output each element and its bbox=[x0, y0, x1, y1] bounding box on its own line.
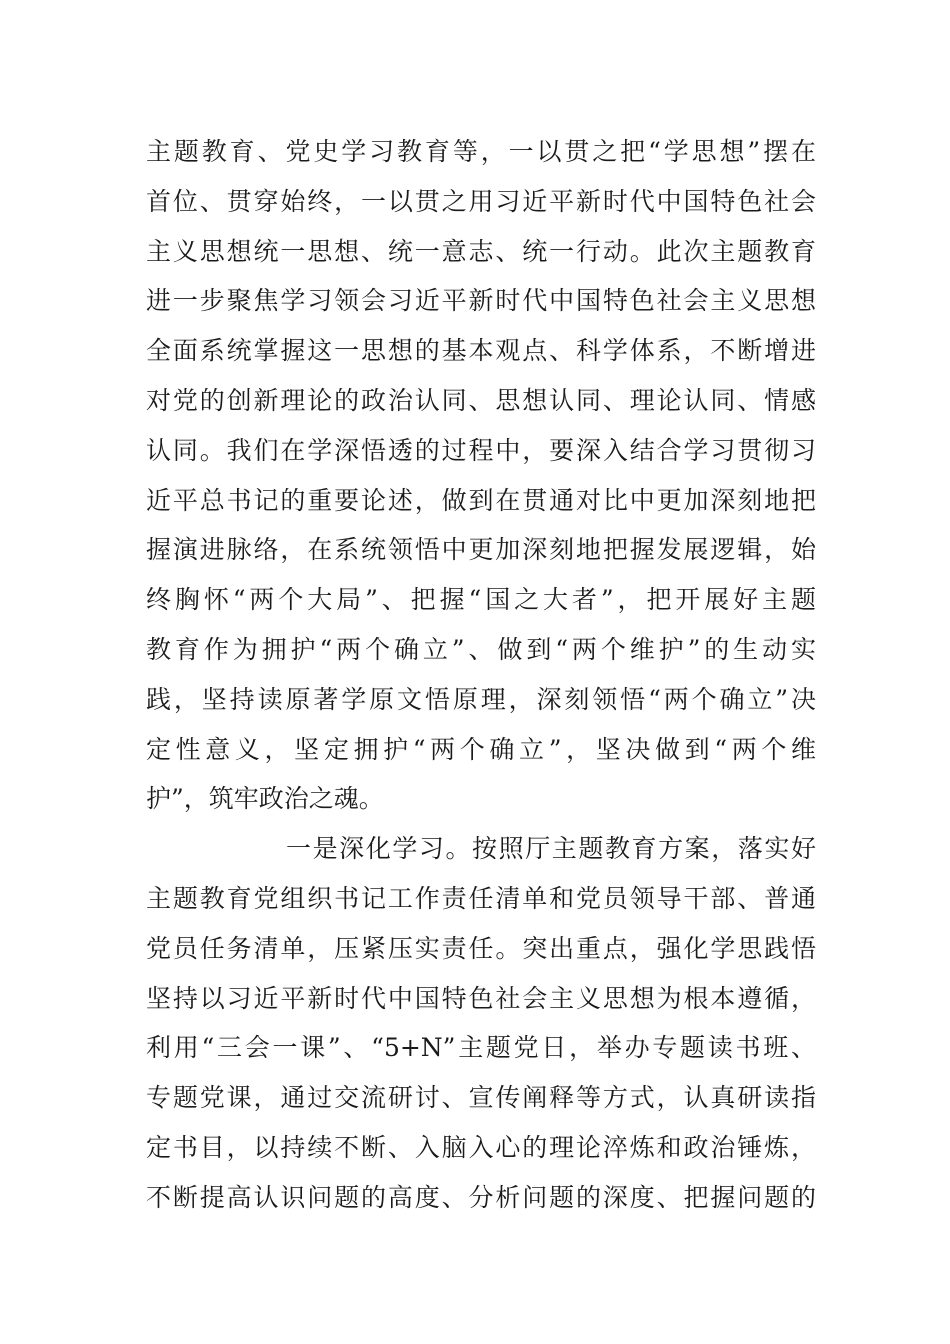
text-line: 主题教育、党史学习教育等，一以贯之把“学思想”摆在 bbox=[146, 137, 816, 166]
text-line: 定性意义，坚定拥护“两个确立”，坚决做到“两个维 bbox=[146, 734, 816, 764]
text-line: 利用“三会一课”、“5+N”主题党日，举办专题读书班、 bbox=[146, 1033, 816, 1063]
text-line: 主题教育党组织书记工作责任清单和党员领导干部、普通 bbox=[146, 883, 816, 913]
text-line: 握演进脉络，在系统领悟中更加深刻地把握发展逻辑，始 bbox=[146, 535, 816, 565]
paragraph-end-line: 护”，筑牢政治之魂。 bbox=[146, 784, 384, 814]
text-line: 进一步聚焦学习领会习近平新时代中国特色社会主义思想 bbox=[146, 286, 816, 316]
text-line: 近平总书记的重要论述，做到在贯通对比中更加深刻地把 bbox=[146, 485, 816, 515]
body-text bbox=[146, 127, 816, 1223]
text-line: 主义思想统一思想、统一意志、统一行动。此次主题教育 bbox=[146, 236, 816, 266]
text-line: 定书目，以持续不断、入脑入心的理论淬炼和政治锤炼， bbox=[146, 1132, 816, 1162]
text-line: 专题党课，通过交流研讨、宣传阐释等方式，认真研读指 bbox=[146, 1083, 816, 1113]
text-line: 首位、贯穿始终，一以贯之用习近平新时代中国特色社会 bbox=[146, 186, 816, 216]
text-line: 终胸怀“两个大局”、把握“国之大者”，把开展好主题 bbox=[146, 585, 816, 615]
text-line: 教育作为拥护“两个确立”、做到“两个维护”的生动实 bbox=[146, 634, 816, 664]
text-line: 认同。我们在学深悟透的过程中，要深入结合学习贯彻习 bbox=[146, 435, 816, 465]
text-line: 对党的创新理论的政治认同、思想认同、理论认同、情感 bbox=[146, 385, 816, 415]
text-line: 践，坚持读原著学原文悟原理，深刻领悟“两个确立”决 bbox=[146, 684, 816, 714]
text-line: 坚持以习近平新时代中国特色社会主义思想为根本遵循， bbox=[146, 983, 816, 1013]
text-line: 党员任务清单，压紧压实责任。突出重点，强化学思践悟 bbox=[146, 933, 816, 963]
text-line: 不断提高认识问题的高度、分析问题的深度、把握问题的 bbox=[146, 1182, 816, 1212]
paragraph-heading-line: 一是深化学习。按照厅主题教育方案，落实好 bbox=[286, 834, 816, 864]
text-line: 全面系统掌握这一思想的基本观点、科学体系，不断增进 bbox=[146, 336, 816, 366]
